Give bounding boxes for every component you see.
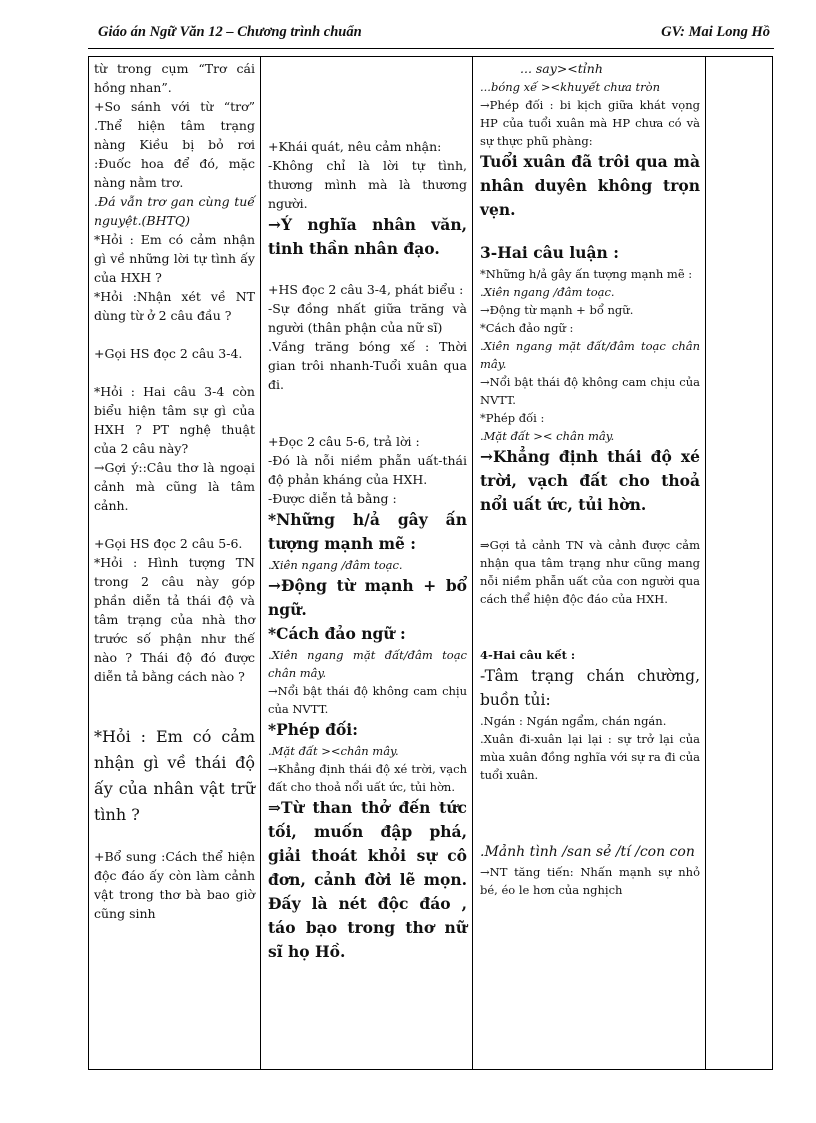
text-line: ⇒Gợi tả cảnh TN và cảnh được cảm nhận qua tâm trạng như cũng mang nỗi niềm phẫn uất của con người qua cách thể hiện độc đáo của HXH. (480, 538, 700, 606)
text-line: +So sánh với từ “trơ” .Thể hiện tâm trạng nàng Kiều bị bỏ rơi :Đuốc hoa để đó, mặc nàng nằm trơ. (94, 99, 255, 190)
text-line: *Phép đối: (268, 720, 358, 739)
spacer (480, 822, 700, 841)
text-line: *Hỏi : Em có cảm nhận gì về những lời tự tình ấy của HXH ? (94, 232, 255, 285)
notes-column (706, 57, 774, 1069)
text-line: →Gợi ý::Câu thơ là ngoại cảnh mà cũng là tâm cảnh. (94, 460, 255, 513)
text-line: -Không chỉ là lời tự tình, thương mình mà là thương người. (268, 158, 467, 211)
text-line: →Nổi bật thái độ không cam chịu của NVTT. (480, 375, 700, 407)
section-heading: 3-Hai câu luận : (480, 243, 619, 262)
header-teacher: GV: Mai Long Hồ (661, 24, 770, 40)
text-line: *Những h/ả gây ấn tượng mạnh mẽ : (480, 267, 693, 281)
text-line: .Mặt đất ><chân mây. (268, 744, 399, 758)
spacer (94, 515, 255, 534)
text-line: .Mảnh tình /san sẻ /tí /con con (480, 844, 695, 860)
text-line: *Cách đảo ngữ : (480, 321, 574, 335)
spacer (94, 686, 255, 705)
text-line: -Sự đồng nhất giữa trăng và người (thân phận của nữ sĩ) (268, 301, 467, 335)
spacer (94, 363, 255, 382)
spacer (268, 59, 467, 137)
text-line: *Phép đối : (480, 411, 545, 425)
content-column (473, 57, 706, 1069)
text-line: *Cách đảo ngữ : (268, 624, 406, 643)
text-line: +Đọc 2 câu 5-6, trả lời : (268, 434, 420, 449)
text-line: +Gọi HS đọc 2 câu 3-4. (94, 346, 243, 361)
text-line: →Động từ mạnh + bổ ngữ. (480, 303, 634, 317)
text-line: ... say><tỉnh (520, 61, 603, 76)
text-line: từ trong cụm “Trơ cái hồng nhan”. (94, 61, 255, 95)
text-line: .Xiên ngang /đâm toạc. (268, 558, 403, 572)
text-line: -Được diễn tả bằng : (268, 491, 397, 506)
spacer (480, 608, 700, 627)
student-activity-column (261, 57, 473, 1069)
spacer (268, 394, 467, 413)
text-line: .Xiên ngang mặt đất/đâm toạc chân mây. (480, 339, 700, 371)
teacher-activity-column (89, 57, 261, 1069)
text-line: -Tâm trạng chán chường, buồn tủi: (480, 667, 700, 709)
text-line: .Xiên ngang /đâm toạc. (480, 285, 615, 299)
text-line: →Phép đối : bi kịch giữa khát vọng HP của tuổi xuân mà HP chưa có và sự thực phũ phàng: (480, 98, 700, 148)
spacer (94, 705, 255, 724)
spacer (480, 627, 700, 646)
text-line: +Bổ sung :Cách thể hiện độc đáo ấy còn làm cảnh vật trong thơ bà bao giờ cũng sinh (94, 849, 255, 921)
spacer (268, 413, 467, 432)
text-line: .Xuân đi-xuân lại lại : sự trở lại của mùa xuân đồng nghĩa với sự ra đi của tuổi xuân. (480, 732, 700, 782)
text-line: →Động từ mạnh + bổ ngữ. (268, 576, 467, 619)
text-line: Tuổi xuân đã trôi qua mà nhân duyên không trọn vẹn. (480, 152, 700, 219)
text-line: →Ý nghĩa nhân văn, tinh thần nhân đạo. (268, 215, 467, 258)
spacer (480, 222, 700, 241)
spacer (480, 803, 700, 822)
text-line: +HS đọc 2 câu 3-4, phát biểu : (268, 282, 464, 297)
text-line: +Khái quát, nêu cảm nhận: (268, 139, 442, 154)
text-line: .Mặt đất >< chân mây. (480, 429, 615, 443)
text-line: *Những h/ả gây ấn tượng mạnh mẽ : (268, 510, 467, 553)
text-line: *Hỏi : Em có cảm nhận gì về thái độ ấy của nhân vật trữ tình ? (94, 727, 255, 824)
page-header (98, 24, 770, 46)
section-heading: 4-Hai câu kết : (480, 648, 576, 662)
lesson-table (88, 56, 773, 1070)
spacer (268, 261, 467, 280)
text-line: *Hỏi :Nhận xét về NT dùng từ ở 2 câu đầu ? (94, 289, 255, 323)
text-line: .Xiên ngang mặt đất/đâm toạc chân mây. (268, 648, 467, 680)
text-line: .Đá vẫn trơ gan cùng tuế nguyệt.(BHTQ) (94, 194, 255, 228)
text-line: *Hỏi : Hai câu 3-4 còn biểu hiện tâm sự gì của HXH ? PT nghệ thuật của 2 câu này? (94, 384, 255, 456)
text-line: *Hỏi : Hình tượng TN trong 2 câu này góp phần diễn tả thái độ và tâm trạng của nhà thơ trước số phận như thế nào ? Thái độ đó được diễn tả bằng cách nào ? (94, 555, 255, 684)
text-line: →Nổi bật thái độ không cam chịu của NVTT. (268, 684, 467, 716)
spacer (480, 517, 700, 536)
text-line: +Gọi HS đọc 2 câu 5-6. (94, 536, 243, 551)
text-line: .Ngán : Ngán ngẩm, chán ngán. (480, 714, 667, 728)
text-line: →NT tăng tiến: Nhấn mạnh sự nhỏ bé, éo le hơn của nghịch (480, 865, 700, 897)
text-line: ⇒Từ than thở đến tức tối, muốn đập phá, giải thoát khỏi sự cô đơn, cảnh đời lẽ mọn. Đấy là nét độc đáo , táo bạo trong thơ nữ sĩ họ Hồ. (268, 798, 467, 961)
spacer (94, 828, 255, 847)
text-line: →Khẳng định thái độ xé trời, vạch đất cho thoả nổi uất ức, tủi hờn. (480, 447, 700, 514)
text-line: ...bóng xế ><khuyết chưa tròn (480, 80, 661, 94)
header-title: Giáo án Ngữ Văn 12 – Chương trình chuẩn (98, 24, 362, 40)
header-rule (88, 48, 774, 49)
spacer (480, 784, 700, 803)
text-line: -Đó là nỗi niềm phẫn uất-thái độ phản kháng của HXH. (268, 453, 467, 487)
text-line: →Khẳng định thái độ xé trời, vạch đất cho thoả nổi uất ức, tủi hờn. (268, 762, 467, 794)
spacer (94, 325, 255, 344)
text-line: .Vầng trăng bóng xế : Thời gian trôi nhanh-Tuổi xuân qua đi. (268, 339, 467, 392)
